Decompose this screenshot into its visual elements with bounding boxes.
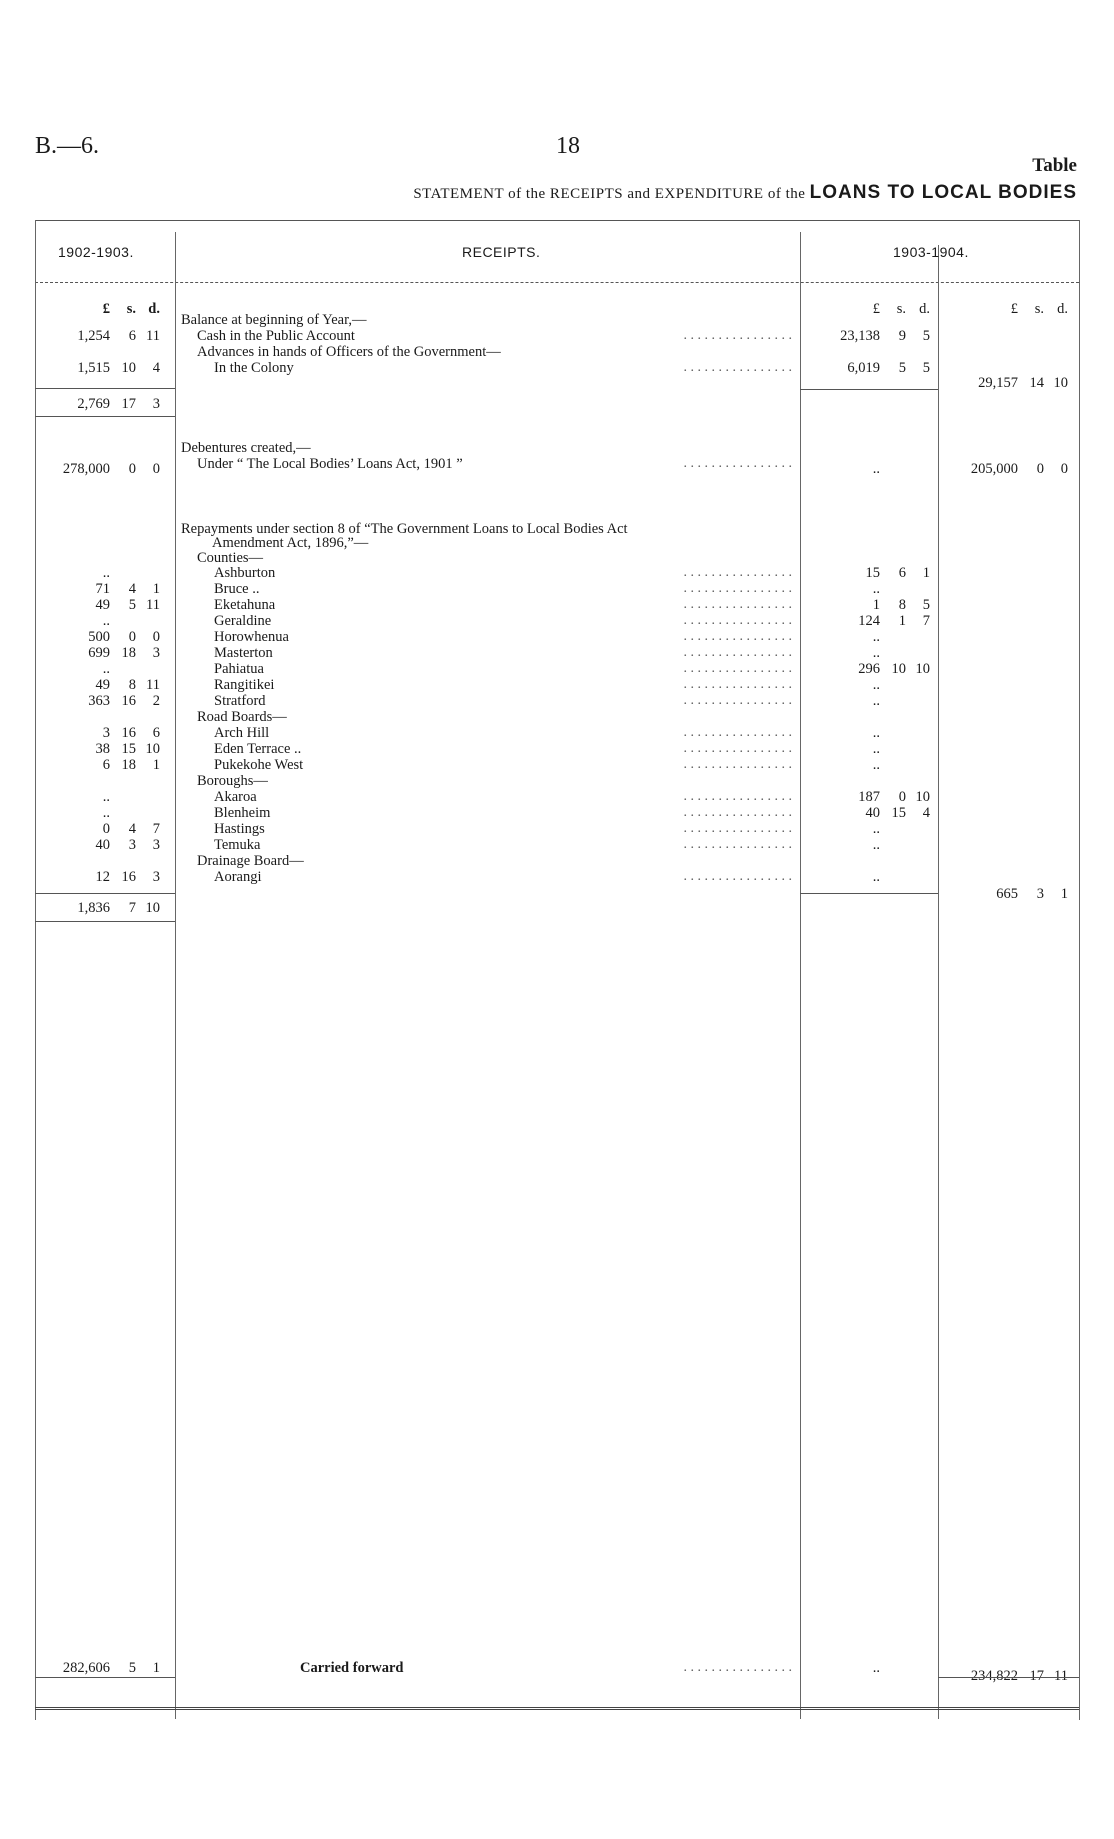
right-amount [810, 757, 930, 774]
amount-pounds: 234,822 [970, 1668, 1018, 1684]
left-amount [40, 661, 160, 678]
amount-shillings: 18 [121, 645, 136, 661]
amount-pounds: .. [872, 693, 880, 709]
receipt-item: Ashburton [214, 565, 276, 581]
amount-pence: 3 [152, 869, 160, 885]
table-top-rule [35, 220, 1079, 221]
amount-pence: 11 [1054, 1668, 1068, 1684]
left-amount [40, 677, 160, 694]
title-prefix: STATEMENT of the RECEIPTS and EXPENDITURE of the [413, 186, 806, 202]
amount-pence: 5 [922, 328, 930, 344]
amount-pence: 2 [152, 693, 160, 709]
amount-shillings: 10 [891, 661, 906, 677]
right-amount [810, 461, 930, 478]
amount-pounds: .. [872, 629, 880, 645]
right-amount [810, 661, 930, 678]
receipt-item: Masterton [214, 645, 273, 661]
amount-shillings: 16 [121, 725, 136, 741]
right-amount [810, 1660, 930, 1677]
amount-shillings: 16 [121, 869, 136, 885]
left-amount [40, 757, 160, 774]
amount-shillings: 17 [121, 396, 136, 412]
document-reference: B.—6. [35, 133, 100, 159]
left-subtotal-rule-top [35, 388, 175, 389]
amount-shillings: 6 [128, 328, 136, 344]
amount-shillings: 15 [121, 741, 136, 757]
col-divider-3 [938, 245, 939, 1719]
amount-pounds: 1,515 [77, 360, 110, 376]
left-amount [40, 613, 160, 630]
dot-leader: . . . . . . . . . . . . . . . . [683, 821, 792, 836]
amount-pounds: 40 [95, 837, 110, 853]
amount-pounds: 500 [88, 629, 110, 645]
right-amount [810, 328, 930, 345]
left-border [35, 220, 36, 1720]
left-amount [40, 629, 160, 646]
amount-pence: 1 [152, 581, 160, 597]
right-amount [810, 645, 930, 662]
amount-pounds: .. [102, 613, 110, 629]
left-amount [40, 805, 160, 822]
amount-shillings: 7 [128, 900, 136, 916]
receipt-item: Carried forward [300, 1660, 404, 1676]
left-currency-heads: £ s. d. [102, 301, 160, 317]
left-year-header: 1902-1903. [58, 244, 134, 260]
receipt-item: Amendment Act, 1896,”— [212, 535, 369, 551]
amount-pounds: 282,606 [62, 1660, 110, 1676]
dot-leader: . . . . . . . . . . . . . . . . [683, 869, 792, 884]
total-currency-heads: £ s. d. [1010, 301, 1068, 317]
right-subtotal-rule-2 [800, 893, 938, 894]
amount-pounds: 29,157 [978, 375, 1018, 391]
left-amount [40, 693, 160, 710]
receipt-item: Arch Hill [214, 725, 270, 741]
amount-pence: 0 [1060, 461, 1068, 477]
col-divider-2 [800, 232, 801, 1719]
amount-shillings: 14 [1029, 375, 1044, 391]
bottom-rule [35, 1707, 1079, 1710]
receipt-item: Eketahuna [214, 597, 276, 613]
left-subtotal-rule-bottom [35, 416, 175, 417]
receipt-item: Rangitikei [214, 677, 275, 693]
amount-pence: 0 [152, 461, 160, 477]
receipt-item: Eden Terrace .. [214, 741, 302, 757]
amount-pounds: .. [872, 581, 880, 597]
amount-pounds: 665 [996, 886, 1018, 902]
amount-pence: 10 [145, 741, 160, 757]
left-amount [40, 328, 160, 345]
left-amount [40, 396, 160, 413]
amount-pence: 11 [146, 677, 160, 693]
amount-pounds: 0 [102, 821, 110, 837]
amount-pence: 4 [152, 360, 160, 376]
dot-leader: . . . . . . . . . . . . . . . . [683, 693, 792, 708]
left-amount [40, 645, 160, 662]
receipt-item: Hastings [214, 821, 265, 837]
amount-pence: 7 [152, 821, 160, 837]
amount-shillings: 5 [128, 1660, 136, 1676]
amount-shillings: 5 [128, 597, 136, 613]
left-forward-rule [35, 1677, 175, 1678]
left-amount [40, 581, 160, 598]
right-border [1079, 220, 1080, 1720]
amount-shillings: 3 [128, 837, 136, 853]
dot-leader: . . . . . . . . . . . . . . . . [683, 629, 792, 644]
receipt-item: Aorangi [214, 869, 262, 885]
amount-pounds: .. [872, 869, 880, 885]
dot-leader: . . . . . . . . . . . . . . . . [683, 837, 792, 852]
amount-pence: 7 [922, 613, 930, 629]
left-amount [40, 597, 160, 614]
right-amount [810, 789, 930, 806]
amount-pence: 10 [1053, 375, 1068, 391]
amount-shillings: 4 [128, 821, 136, 837]
amount-pounds: .. [872, 677, 880, 693]
right-amount [810, 581, 930, 598]
amount-shillings: 15 [891, 805, 906, 821]
dot-leader: . . . . . . . . . . . . . . . . [683, 725, 792, 740]
left-amount [40, 821, 160, 838]
amount-shillings: 9 [898, 328, 906, 344]
right-amount [810, 629, 930, 646]
left-subtotal-rule-3 [35, 921, 175, 922]
receipt-item: Bruce .. [214, 581, 260, 597]
dot-leader: . . . . . . . . . . . . . . . . [683, 645, 792, 660]
receipt-item: Pukekohe West [214, 757, 304, 773]
amount-pounds: .. [872, 725, 880, 741]
left-amount [40, 1660, 160, 1677]
receipt-item: Akaroa [214, 789, 257, 805]
receipt-item: Debentures created,— [181, 440, 311, 456]
right-amount [810, 741, 930, 758]
receipt-item: Advances in hands of Officers of the Government— [197, 344, 501, 360]
amount-pounds: 3 [102, 725, 110, 741]
left-amount [40, 789, 160, 806]
right-amount [810, 677, 930, 694]
dot-leader: . . . . . . . . . . . . . . . . [683, 1660, 792, 1675]
amount-pounds: 699 [88, 645, 110, 661]
amount-pounds: 71 [95, 581, 110, 597]
amount-pounds: 23,138 [840, 328, 880, 344]
left-amount [40, 360, 160, 377]
amount-pence: 1 [1060, 886, 1068, 902]
amount-pounds: .. [872, 757, 880, 773]
amount-pence: 6 [152, 725, 160, 741]
amount-shillings: 6 [898, 565, 906, 581]
receipt-item: Under “ The Local Bodies’ Loans Act, 1901 ” [197, 456, 463, 472]
receipts-header: RECEIPTS. [462, 244, 541, 260]
amount-pence: 10 [915, 789, 930, 805]
amount-pounds: 296 [858, 661, 880, 677]
left-amount [40, 900, 160, 917]
amount-pounds: .. [872, 461, 880, 477]
receipt-item: Repayments under section 8 of “The Government Loans to Local Bodies Act [181, 521, 628, 537]
col-divider-1 [175, 232, 176, 1719]
left-amount [40, 741, 160, 758]
dot-leader: . . . . . . . . . . . . . . . . [683, 456, 792, 471]
right-amount [810, 805, 930, 822]
right-amount [810, 837, 930, 854]
amount-shillings: 0 [128, 461, 136, 477]
amount-shillings: 8 [128, 677, 136, 693]
total-amount [948, 375, 1068, 392]
amount-pounds: 1,836 [77, 900, 110, 916]
right-amount [810, 693, 930, 710]
receipt-item: Temuka [214, 837, 261, 853]
dot-leader: . . . . . . . . . . . . . . . . [683, 613, 792, 628]
receipt-item: Boroughs— [197, 773, 268, 789]
amount-pence: 1 [922, 565, 930, 581]
amount-shillings: 4 [128, 581, 136, 597]
amount-pounds: 124 [858, 613, 880, 629]
amount-pence: 1 [152, 757, 160, 773]
amount-pounds: 363 [88, 693, 110, 709]
amount-shillings: 5 [898, 360, 906, 376]
table-label: Table [1032, 155, 1077, 176]
amount-pence: 11 [146, 328, 160, 344]
right-currency-heads: £ s. d. [872, 301, 930, 317]
amount-pounds: .. [872, 645, 880, 661]
left-amount [40, 837, 160, 854]
amount-pence: 3 [152, 645, 160, 661]
receipt-item: Cash in the Public Account [197, 328, 355, 344]
receipt-item: Balance at beginning of Year,— [181, 312, 367, 328]
amount-pounds: 38 [95, 741, 110, 757]
right-subtotal-rule-1 [800, 389, 938, 390]
amount-shillings: 3 [1036, 886, 1044, 902]
amount-pounds: 2,769 [77, 396, 110, 412]
left-amount [40, 565, 160, 582]
amount-shillings: 0 [1036, 461, 1044, 477]
amount-pence: 5 [922, 597, 930, 613]
amount-pence: 3 [152, 396, 160, 412]
right-amount [810, 725, 930, 742]
amount-pounds: .. [102, 805, 110, 821]
amount-pence: 4 [922, 805, 930, 821]
dot-leader: . . . . . . . . . . . . . . . . [683, 328, 792, 343]
page-number: 18 [556, 133, 580, 159]
receipt-item: In the Colony [214, 360, 294, 376]
amount-pence: 10 [915, 661, 930, 677]
dot-leader: . . . . . . . . . . . . . . . . [683, 805, 792, 820]
amount-pounds: 6,019 [847, 360, 880, 376]
amount-pence: 0 [152, 629, 160, 645]
dot-leader: . . . . . . . . . . . . . . . . [683, 581, 792, 596]
amount-pounds: 15 [865, 565, 880, 581]
right-amount [810, 613, 930, 630]
amount-pounds: .. [102, 789, 110, 805]
dot-leader: . . . . . . . . . . . . . . . . [683, 789, 792, 804]
receipt-item: Pahiatua [214, 661, 264, 677]
amount-pounds: 205,000 [970, 461, 1018, 477]
dot-leader: . . . . . . . . . . . . . . . . [683, 661, 792, 676]
total-forward-rule [938, 1677, 1079, 1678]
amount-shillings: 10 [121, 360, 136, 376]
receipt-item: Road Boards— [197, 709, 287, 725]
dot-leader: . . . . . . . . . . . . . . . . [683, 757, 792, 772]
left-subtotal-rule-2 [35, 893, 175, 894]
right-amount [810, 565, 930, 582]
amount-pounds: 49 [95, 597, 110, 613]
amount-shillings: 16 [121, 693, 136, 709]
total-amount [948, 886, 1068, 903]
receipt-item: Geraldine [214, 613, 272, 629]
amount-pence: 3 [152, 837, 160, 853]
amount-pounds: 12 [95, 869, 110, 885]
amount-shillings: 0 [898, 789, 906, 805]
receipt-item: Stratford [214, 693, 266, 709]
left-amount [40, 869, 160, 886]
amount-shillings: 17 [1029, 1668, 1044, 1684]
dot-leader: . . . . . . . . . . . . . . . . [683, 565, 792, 580]
right-amount [810, 821, 930, 838]
amount-shillings: 18 [121, 757, 136, 773]
receipt-item: Counties— [197, 550, 264, 566]
amount-pounds: 1 [872, 597, 880, 613]
amount-pence: 11 [146, 597, 160, 613]
amount-pounds: 1,254 [77, 328, 110, 344]
amount-pounds: .. [102, 565, 110, 581]
amount-pounds: .. [102, 661, 110, 677]
amount-pounds: .. [872, 741, 880, 757]
right-year-header: 1903-1904. [893, 244, 969, 260]
statement-title [413, 182, 1077, 204]
header-rule [35, 282, 1079, 283]
amount-pounds: 187 [858, 789, 880, 805]
dot-leader: . . . . . . . . . . . . . . . . [683, 360, 792, 375]
dot-leader: . . . . . . . . . . . . . . . . [683, 597, 792, 612]
receipt-item: Blenheim [214, 805, 271, 821]
total-amount [948, 461, 1068, 478]
right-amount [810, 360, 930, 377]
amount-pounds: 278,000 [62, 461, 110, 477]
amount-pounds: 6 [102, 757, 110, 773]
right-amount [810, 597, 930, 614]
receipt-item: Horowhenua [214, 629, 289, 645]
amount-pence: 1 [152, 1660, 160, 1676]
dot-leader: . . . . . . . . . . . . . . . . [683, 741, 792, 756]
amount-shillings: 8 [898, 597, 906, 613]
amount-shillings: 1 [898, 613, 906, 629]
amount-pounds: .. [872, 837, 880, 853]
left-amount [40, 461, 160, 478]
right-amount [810, 869, 930, 886]
dot-leader: . . . . . . . . . . . . . . . . [683, 677, 792, 692]
amount-pounds: 40 [865, 805, 880, 821]
left-amount [40, 725, 160, 742]
amount-pence: 5 [922, 360, 930, 376]
amount-pounds: 49 [95, 677, 110, 693]
amount-shillings: 0 [128, 629, 136, 645]
amount-pounds: .. [872, 821, 880, 837]
amount-pence: 10 [145, 900, 160, 916]
title-main: LOANS TO LOCAL BODIES [809, 182, 1077, 203]
receipt-item: Drainage Board— [197, 853, 304, 869]
amount-pounds: .. [872, 1660, 880, 1676]
